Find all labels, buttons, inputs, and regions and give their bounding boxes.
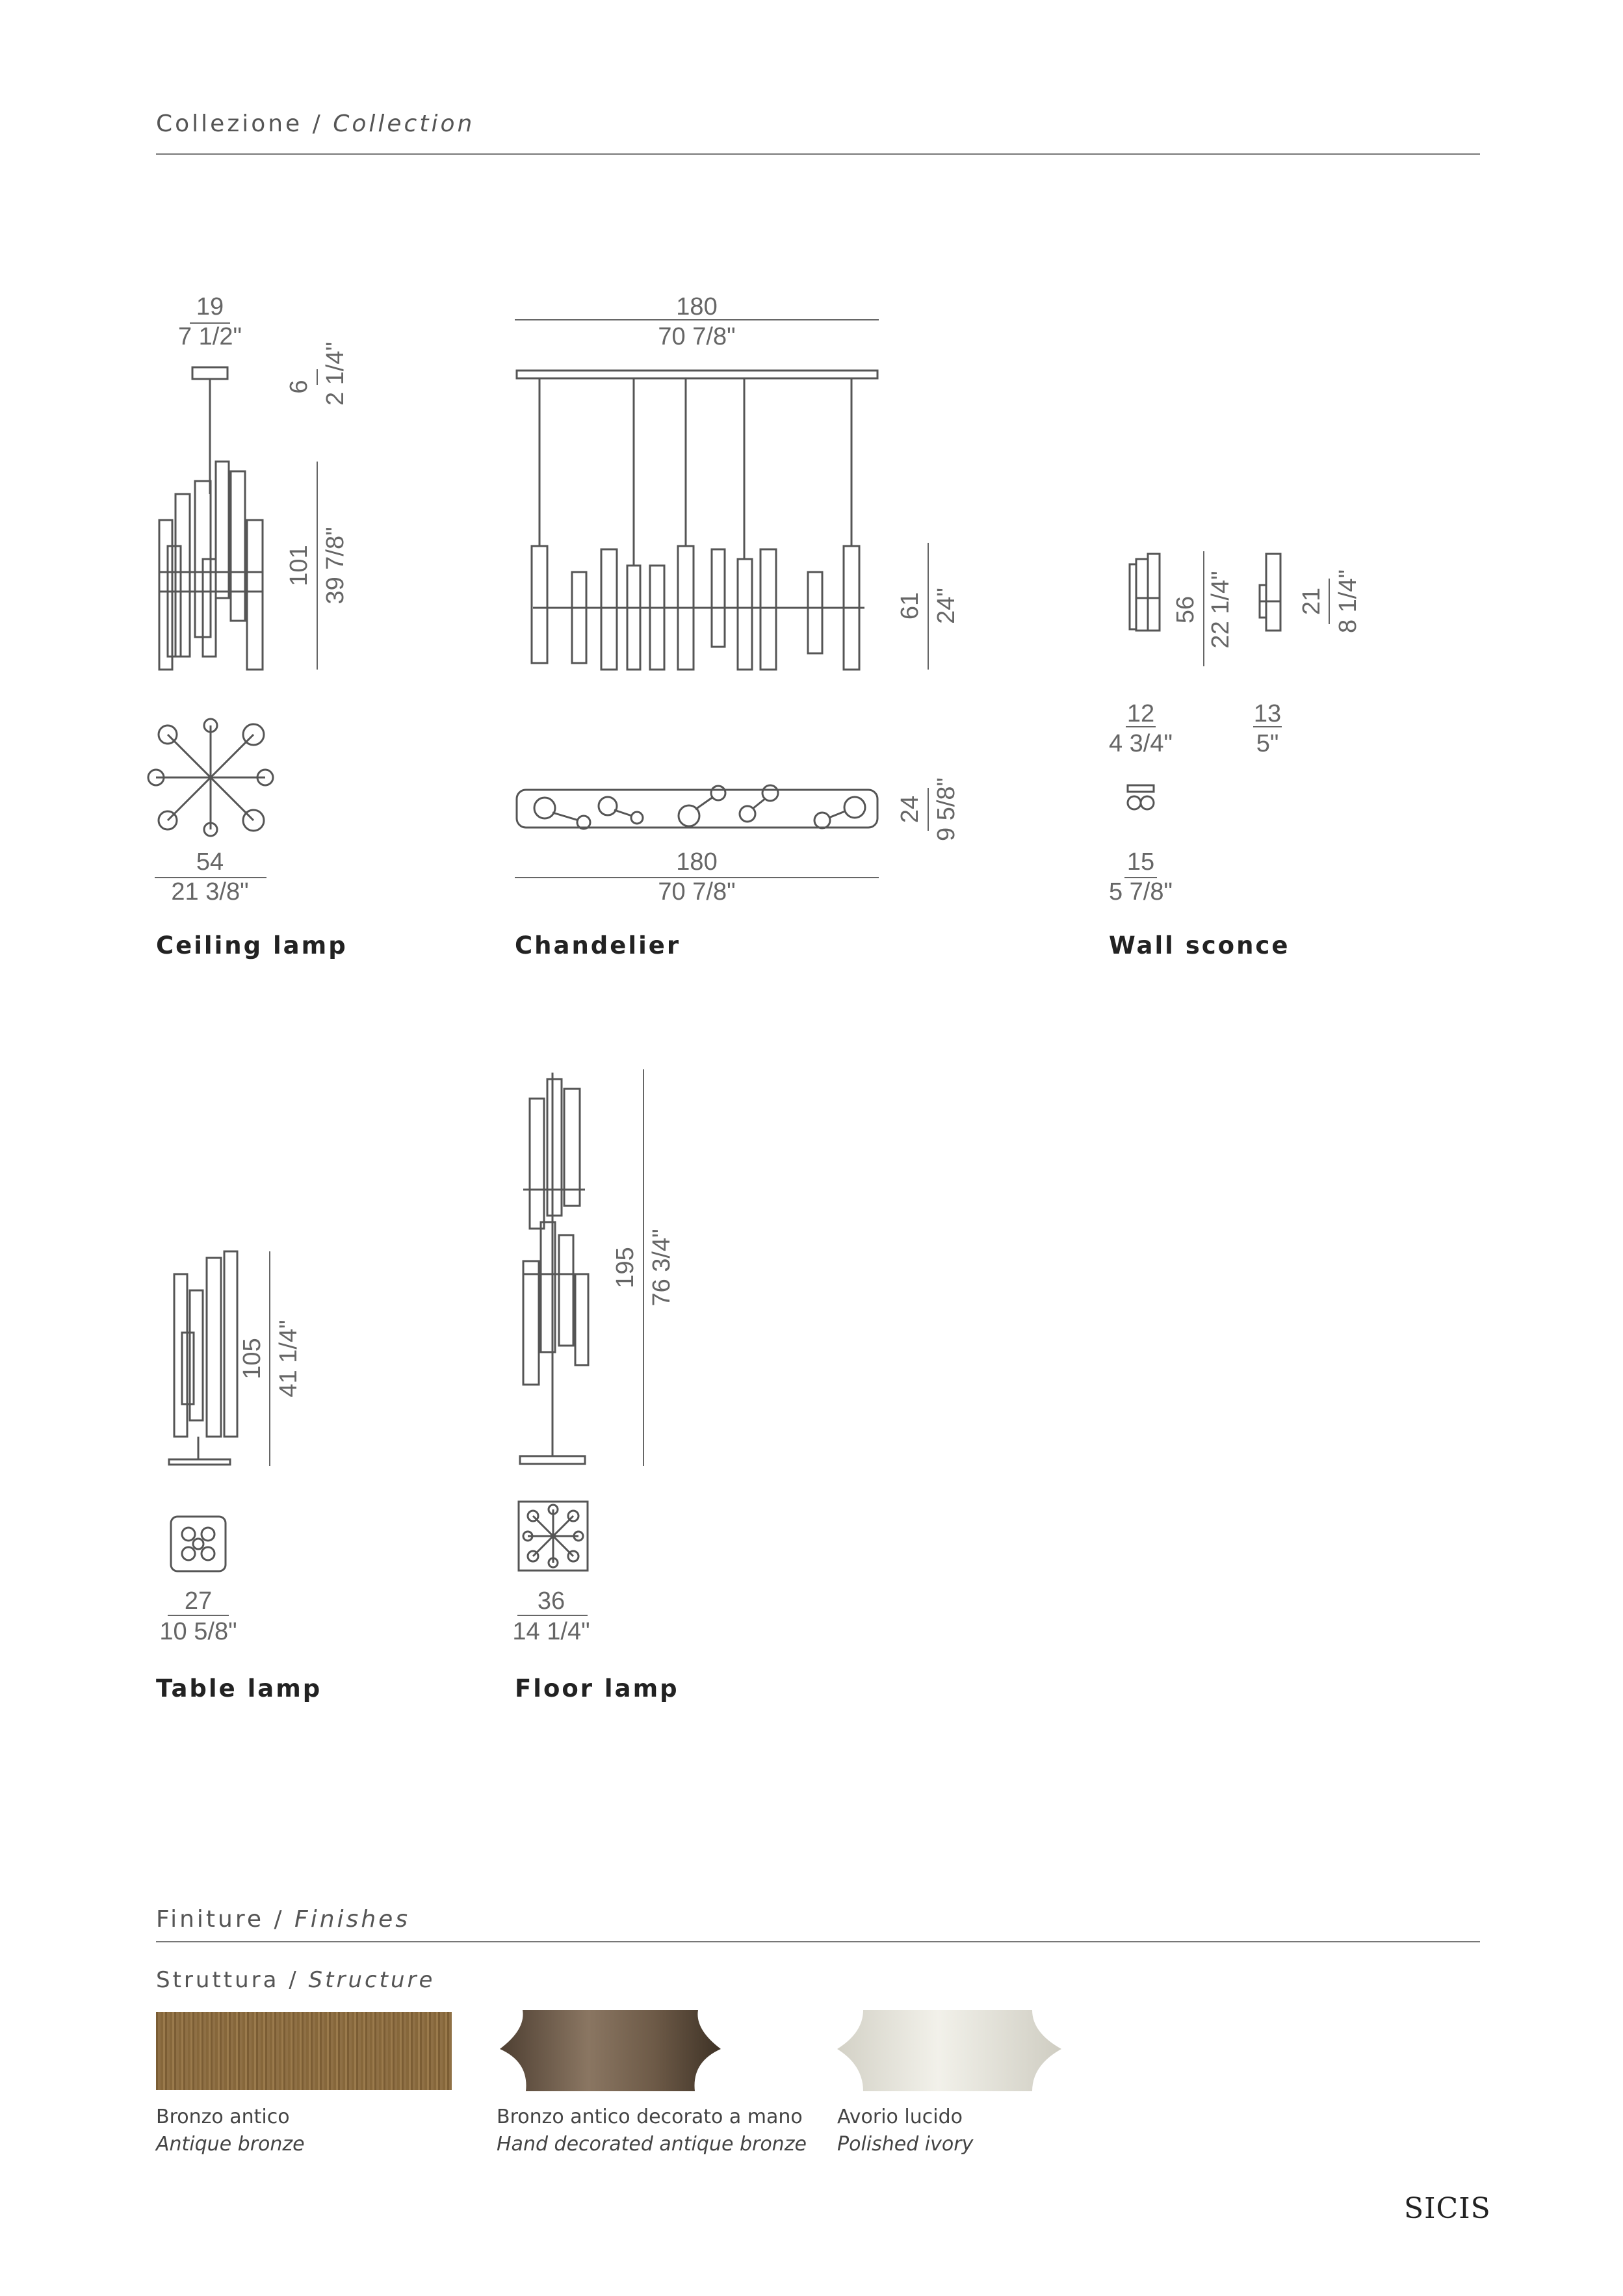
ceiling-canopy-in: 2 1/4": [322, 341, 349, 406]
finishes-label-it: Finiture /: [156, 1906, 285, 1933]
title-floor-lamp: Floor lamp: [515, 1675, 679, 1702]
ceiling-top-width: 19: [196, 293, 224, 320]
collection-label-en: Collection: [333, 111, 475, 137]
table-plan: 27: [184, 1587, 213, 1615]
chandelier-plan-in: 70 7/8": [658, 878, 736, 906]
finishes-label-en: Finishes: [294, 1906, 411, 1933]
sconce-plan-in: 5 7/8": [1108, 878, 1173, 906]
finish-label-hand-decorated: [497, 2104, 807, 2158]
chandelier-plan-view: [534, 785, 865, 829]
ceiling-lamp-drawing: [148, 293, 349, 906]
chandelier-depth-in: 9 5/8": [933, 777, 960, 842]
floor-plan-in: 14 1/4": [512, 1618, 590, 1645]
title-chandelier: Chandelier: [515, 932, 681, 959]
ceiling-plan-in: 21 3/8": [171, 878, 249, 906]
finish-label-antique-bronze: [156, 2104, 305, 2158]
finish-en: Hand decorated antique bronze: [497, 2133, 807, 2156]
finish-label-polished-ivory: [837, 2104, 973, 2158]
brand-logo: SICIS: [1404, 2192, 1491, 2225]
table-plan-view: [171, 1517, 226, 1571]
chandelier-height: 61: [896, 592, 924, 620]
finish-it: Avorio lucido: [837, 2106, 963, 2128]
table-lamp-tubes: [169, 1251, 237, 1465]
chandelier-tubes: [532, 546, 864, 670]
sconce-width-in: 4 3/4": [1108, 730, 1173, 757]
ceiling-plan-view: [148, 719, 273, 836]
ceiling-canopy: 6: [285, 380, 313, 394]
title-ceiling-lamp: Ceiling lamp: [156, 932, 348, 959]
structure-label-en: Structure: [308, 1967, 435, 1993]
table-plan-in: 10 5/8": [159, 1618, 237, 1645]
swatch-antique-bronze: [156, 2012, 452, 2090]
swatch-polished-ivory: [837, 2010, 1065, 2091]
sconce-front-height: 21: [1298, 587, 1325, 616]
floor-height-in: 76 3/4": [648, 1229, 675, 1307]
title-wall-sconce: Wall sconce: [1109, 932, 1290, 959]
chandelier-depth: 24: [896, 795, 924, 824]
sconce-front-width: 13: [1253, 700, 1282, 727]
finishes-rule: [156, 1941, 1480, 1942]
floor-lamp-tubes: [520, 1073, 588, 1464]
chandelier-top-width: 180: [676, 293, 718, 320]
title-table-lamp: Table lamp: [156, 1675, 322, 1702]
sconce-height-in: 22 1/4": [1207, 571, 1234, 649]
ceiling-height: 101: [285, 545, 313, 586]
chandelier-height-in: 24": [933, 588, 960, 624]
chandelier-rods: [539, 378, 851, 566]
floor-plan-view: [519, 1502, 588, 1571]
finish-en: Antique bronze: [156, 2133, 305, 2156]
sconce-front-height-in: 8 1/4": [1334, 569, 1362, 634]
sconce-side-view: [1130, 554, 1160, 631]
chandelier-top-width-in: 70 7/8": [658, 323, 736, 350]
sconce-width: 12: [1126, 700, 1155, 727]
wall-sconce-drawing: [1109, 551, 1362, 906]
chandelier-drawing: [515, 293, 960, 906]
sconce-plan-view: [1128, 785, 1154, 809]
sconce-height: 56: [1172, 595, 1199, 624]
structure-label-it: Struttura /: [156, 1967, 299, 1993]
ceiling-tubes: [159, 462, 263, 670]
table-height-in: 41 1/4": [275, 1320, 302, 1398]
ceiling-height-in: 39 7/8": [322, 527, 349, 605]
sconce-plan: 15: [1126, 848, 1155, 876]
finish-it: Bronzo antico decorato a mano: [497, 2106, 803, 2128]
finish-en: Polished ivory: [837, 2133, 974, 2156]
sconce-front-width-in: 5": [1256, 730, 1279, 757]
collection-label-it: Collezione /: [156, 111, 323, 137]
chandelier-plan: 180: [676, 848, 718, 876]
table-height: 105: [239, 1338, 266, 1379]
finish-it: Bronzo antico: [156, 2106, 290, 2128]
floor-plan: 36: [537, 1587, 565, 1615]
floor-lamp-drawing: [512, 1069, 675, 1645]
structure-header: [156, 1967, 435, 1993]
sconce-front-view: [1260, 554, 1280, 631]
finishes-header: [156, 1906, 410, 1933]
ceiling-top-width-in: 7 1/2": [177, 323, 242, 350]
swatch-hand-decorated-bronze: [497, 2010, 724, 2091]
floor-height: 195: [612, 1247, 639, 1288]
ceiling-plan: 54: [196, 848, 224, 876]
table-lamp-drawing: [159, 1251, 302, 1645]
